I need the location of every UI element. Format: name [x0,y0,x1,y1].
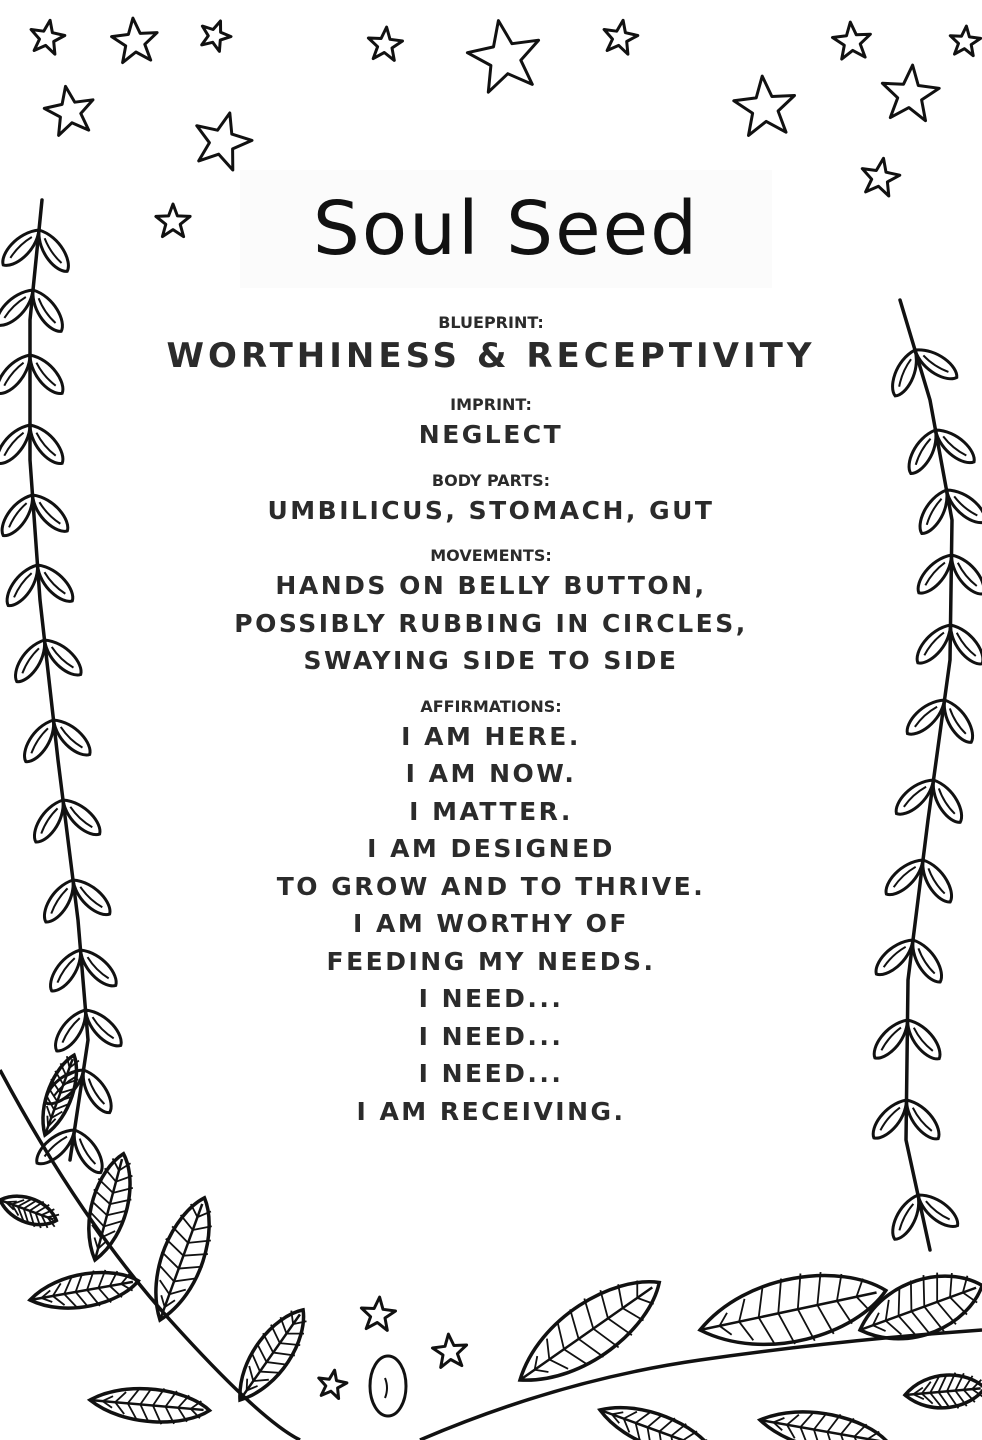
movements-section [0,545,982,680]
affirmation-line: I AM WORTHY OF [352,909,629,938]
leaf-icon [0,1187,61,1233]
affirmation-line: I AM HERE. [401,721,581,751]
star-icon [467,21,538,93]
blueprint-label: BLUEPRINT: [438,313,544,332]
star-icon [31,20,65,54]
affirmation-line: I MATTER. [409,796,573,826]
seed-icon [370,1356,406,1416]
star-icon [202,21,231,51]
affirmation-line: I NEED... [418,1059,564,1088]
leaf-icon [139,1190,226,1327]
imprint-value: NEGLECT [418,420,564,449]
affirmation-line: I NEED... [418,984,564,1013]
seed-icon [385,1378,387,1398]
card-content [0,312,982,1146]
star-icon [112,18,158,63]
affirmation-line: TO GROW AND TO THRIVE. [276,871,706,901]
imprint-label: IMPRINT: [450,395,532,414]
star-icon [882,65,939,121]
leaf-icon [224,1299,319,1411]
logo-text: Soul Seed [312,186,700,272]
star-icon [156,204,190,237]
leaf-icon [757,1401,892,1440]
movements-line: POSSIBLY RUBBING IN CIRCLES, [234,608,748,638]
affirmation-line: I AM NOW. [405,759,577,788]
body-parts-label: BODY PARTS: [431,470,551,490]
star-icon [833,22,871,59]
star-icon [197,113,252,170]
star-icon [734,76,795,135]
imprint-section [0,394,982,454]
affirmations-label: AFFIRMATIONS: [420,696,562,716]
movements-label: MOVEMENTS: [430,546,552,565]
star-icon [950,26,980,56]
body-parts-section [0,470,982,530]
body-parts-value: UMBILICUS, STOMACH, GUT [267,495,715,525]
affirmation-line: I AM RECEIVING. [356,1096,626,1126]
leaf-icon [88,1382,211,1428]
leaf-icon [594,1393,719,1440]
affirmation-line: I AM DESIGNED [367,834,615,863]
affirmation-line: FEEDING MY NEEDS. [326,946,656,976]
affirmation-line: I NEED... [418,1021,564,1051]
blueprint-value: WORTHINESS & RECEPTIVITY [166,336,816,376]
leaf-icon [27,1263,142,1317]
movements-line: HANDS ON BELLY BUTTON, [275,571,707,600]
star-icon [319,1370,347,1398]
star-icon [44,86,93,135]
star-icon [604,20,638,54]
star-icon [361,1297,395,1330]
affirmations-section [0,696,982,1131]
star-icon [368,27,402,60]
blueprint-section [0,312,982,378]
movements-line: SWAYING SIDE TO SIDE [303,646,679,675]
logo [240,170,772,288]
star-icon [862,158,900,196]
leaf-icon [903,1370,982,1413]
star-icon [433,1334,467,1367]
vine-stem [420,1330,982,1440]
